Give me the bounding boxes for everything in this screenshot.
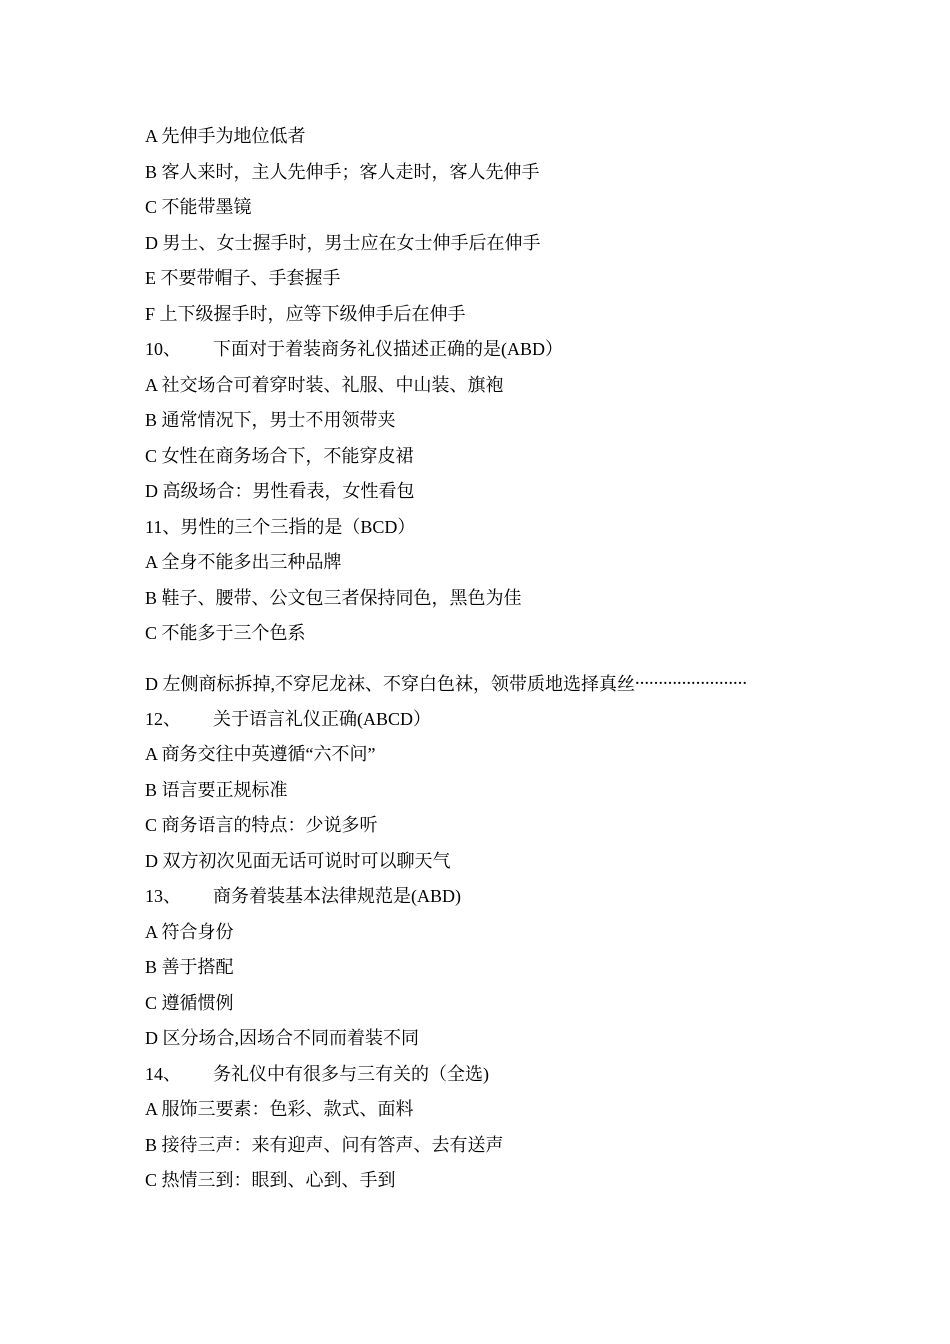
question-text: 关于语言礼仪正确(ABCD） [213, 709, 432, 729]
option-line: C 热情三到：眼到、心到、手到 [145, 1170, 396, 1190]
option-line: D 男士、女士握手时，男士应在女士伸手后在伸手 [145, 233, 541, 253]
question-number: 13、 [145, 886, 181, 906]
option-line: D 高级场合：男性看表，女性看包 [145, 481, 415, 501]
option-line: C 商务语言的特点：少说多听 [145, 815, 378, 835]
option-line: A 服饰三要素：色彩、款式、面料 [145, 1099, 414, 1119]
option-line: C 遵循惯例 [145, 993, 234, 1013]
option-line: A 全身不能多出三种品牌 [145, 552, 342, 572]
option-line: C 女性在商务场合下，不能穿皮裙 [145, 446, 414, 466]
option-line: B 通常情况下，男士不用领带夹 [145, 410, 396, 430]
question-text: 下面对于着装商务礼仪描述正确的是(ABD） [213, 339, 563, 359]
question-number: 14、 [145, 1064, 181, 1084]
question-text: 商务着装基本法律规范是(ABD) [213, 886, 461, 906]
option-line: B 善于搭配 [145, 957, 234, 977]
question-number: 12、 [145, 709, 181, 729]
question-line [145, 1063, 489, 1085]
option-line: A 符合身份 [145, 922, 234, 942]
option-line: E 不要带帽子、手套握手 [145, 268, 341, 288]
option-line: B 客人来时，主人先伸手；客人走时，客人先伸手 [145, 162, 540, 182]
option-line: D 左侧商标拆掉,不穿尼龙袜、不穿白色袜，领带质地选择真丝…………………… [145, 673, 747, 694]
option-line: B 语言要正规标准 [145, 780, 288, 800]
option-line: D 双方初次见面无话可说时可以聊天气 [145, 851, 451, 871]
option-line: C 不能多于三个色系 [145, 623, 306, 643]
option-line: D 区分场合,因场合不同而着装不同 [145, 1028, 419, 1048]
question-line [145, 708, 431, 730]
question-line [145, 885, 461, 907]
ellipsis-dots: …………………… [635, 673, 747, 688]
question-line [145, 338, 563, 360]
question-text: 务礼仪中有很多与三有关的（全选) [213, 1064, 489, 1084]
option-line: A 社交场合可着穿时装、礼服、中山装、旗袍 [145, 375, 504, 395]
option-line: C 不能带墨镜 [145, 197, 252, 217]
question-number: 10、 [145, 339, 181, 359]
option-line: F 上下级握手时，应等下级伸手后在伸手 [145, 304, 466, 324]
question-line: 11、男性的三个三指的是（BCD） [145, 517, 416, 537]
option-line: A 先伸手为地位低者 [145, 126, 306, 146]
option-line: A 商务交往中英遵循“六不问” [145, 744, 376, 764]
option-line: B 接待三声：来有迎声、问有答声、去有送声 [145, 1135, 504, 1155]
option-line: B 鞋子、腰带、公文包三者保持同色，黑色为佳 [145, 588, 522, 608]
